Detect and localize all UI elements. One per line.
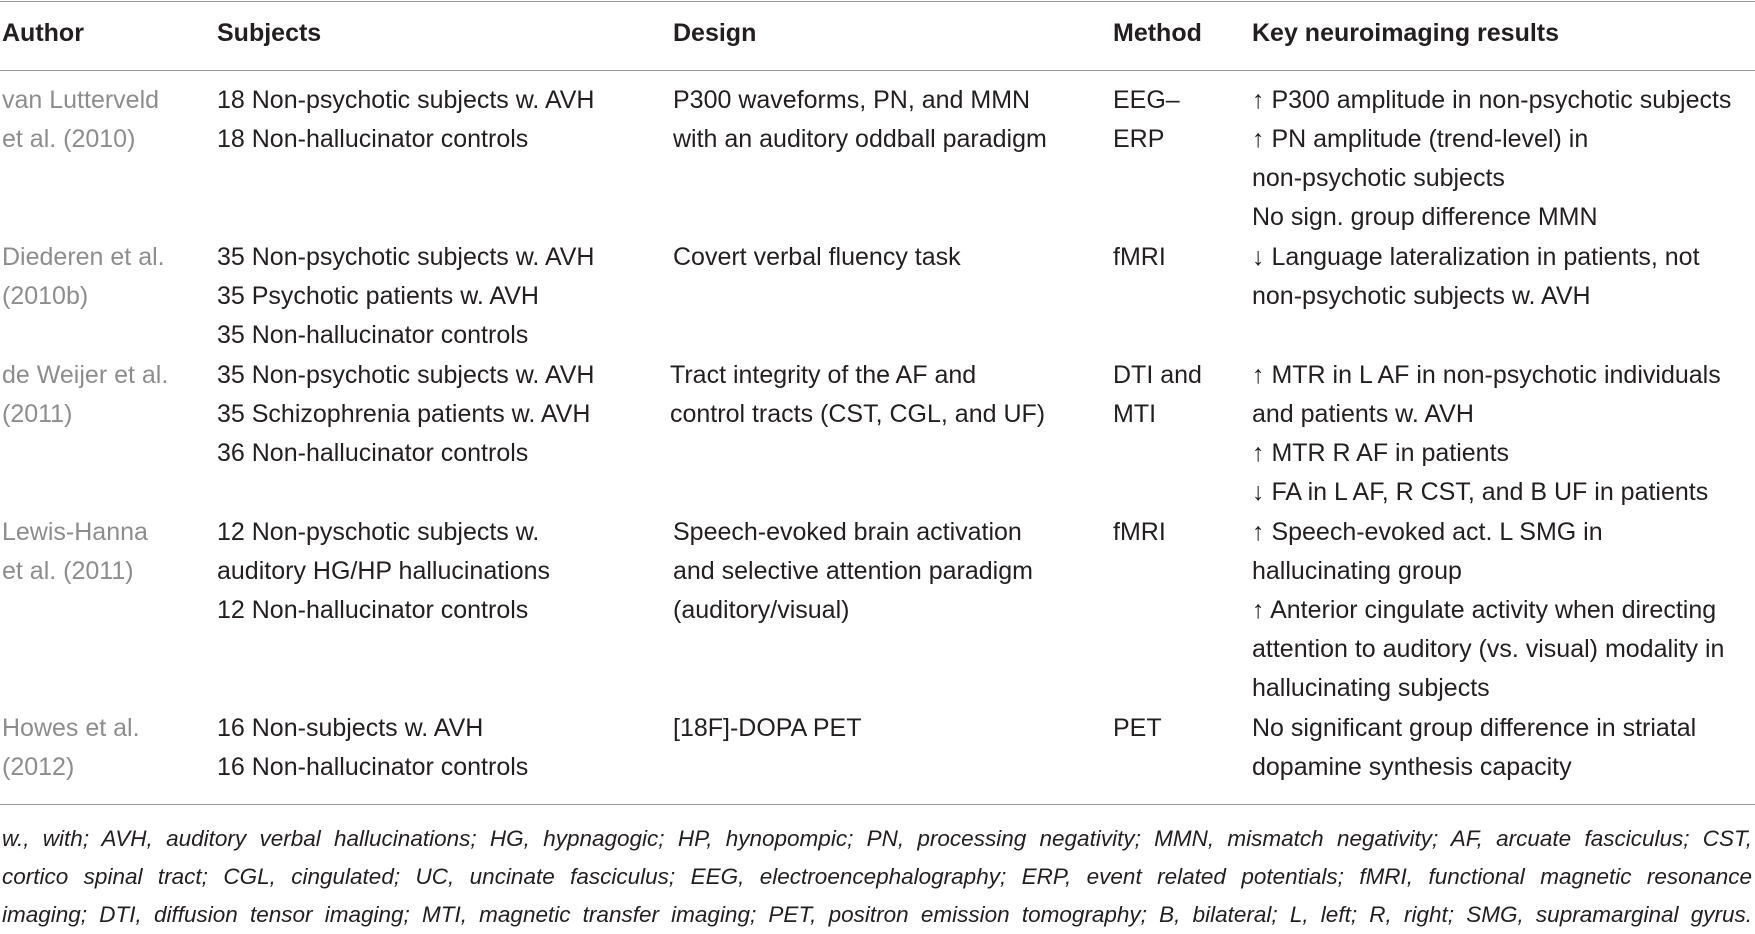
- method-cell: fMRI: [1113, 243, 1166, 271]
- subjects-cell: 35 Non-psychotic subjects w. AVH 35 Schizophrenia patients w. AVH 36 Non-hallucinator controls: [217, 361, 595, 467]
- author-cell: Diederen et al. (2010b): [2, 243, 165, 310]
- results-cell: ↑ Speech-evoked act. L SMG in hallucinating group ↑ Anterior cingulate activity when directing attention to auditory (vs. visual) modality in hallucinating subjects: [1252, 518, 1725, 702]
- subjects-cell: 35 Non-psychotic subjects w. AVH 35 Psychotic patients w. AVH 35 Non-hallucinator controls: [217, 243, 595, 349]
- header-subjects: Subjects: [217, 19, 322, 47]
- method-cell: fMRI: [1113, 518, 1166, 546]
- subjects-cell: 18 Non-psychotic subjects w. AVH 18 Non-hallucinator controls: [217, 86, 595, 153]
- bottom-rule: [0, 804, 1755, 805]
- design-cell: Speech-evoked brain activation and selective attention paradigm (auditory/visual): [673, 518, 1033, 624]
- author-cell: Howes et al. (2012): [2, 714, 140, 781]
- header-author: Author: [2, 19, 84, 47]
- design-cell: [18F]-DOPA PET: [673, 714, 862, 742]
- footnote-line: w., with; AVH, auditory verbal hallucinations; HG, hypnagogic; HP, hynopompic; PN, processing negativity; MMN, mismatch negativity; AF, arcuate fasciculus; CST,: [2, 826, 1752, 851]
- subjects-cell: 12 Non-pyschotic subjects w. auditory HG/HP hallucinations 12 Non-hallucinator controls: [217, 518, 551, 624]
- header-rule: [0, 70, 1755, 71]
- method-cell: PET: [1113, 714, 1162, 742]
- header-results: Key neuroimaging results: [1252, 19, 1560, 47]
- footnote-line: cortico spinal tract; CGL, cingulated; UC, uncinate fasciculus; EEG, electroencephalography; ERP, event related potentials; fMRI, functional magnetic resonance: [2, 864, 1752, 889]
- design-cell: P300 waveforms, PN, and MMN with an auditory oddball paradigm: [673, 86, 1047, 153]
- method-cell: EEG– ERP: [1113, 86, 1180, 153]
- table-footnote: [2, 820, 1752, 934]
- method-cell: DTI and MTI: [1113, 361, 1202, 428]
- footnote-line: imaging; DTI, diffusion tensor imaging; MTI, magnetic transfer imaging; PET, positron emission tomography; B, bilateral; L, left; R, right; SMG, supramarginal gyrus.: [2, 902, 1752, 927]
- author-cell: Lewis-Hanna et al. (2011): [2, 518, 148, 585]
- header-design: Design: [673, 19, 757, 47]
- results-cell: ↑ P300 amplitude in non-psychotic subjects ↑ PN amplitude (trend-level) in non-psychotic subjects No sign. group difference MMN: [1252, 86, 1732, 231]
- results-cell: No significant group difference in striatal dopamine synthesis capacity: [1252, 714, 1697, 781]
- author-cell: de Weijer et al. (2011): [2, 361, 169, 428]
- top-rule: [0, 1, 1755, 2]
- results-cell: ↓ Language lateralization in patients, not non-psychotic subjects w. AVH: [1252, 243, 1700, 310]
- results-cell: ↑ MTR in L AF in non-psychotic individuals and patients w. AVH ↑ MTR R AF in patients ↓ FA in L AF, R CST, and B UF in patients: [1252, 361, 1721, 506]
- subjects-cell: 16 Non-subjects w. AVH 16 Non-hallucinator controls: [217, 714, 529, 781]
- design-cell: Tract integrity of the AF and control tracts (CST, CGL, and UF): [670, 361, 1046, 428]
- author-cell: van Lutterveld et al. (2010): [2, 86, 160, 153]
- design-cell: Covert verbal fluency task: [673, 243, 961, 271]
- header-method: Method: [1113, 19, 1202, 47]
